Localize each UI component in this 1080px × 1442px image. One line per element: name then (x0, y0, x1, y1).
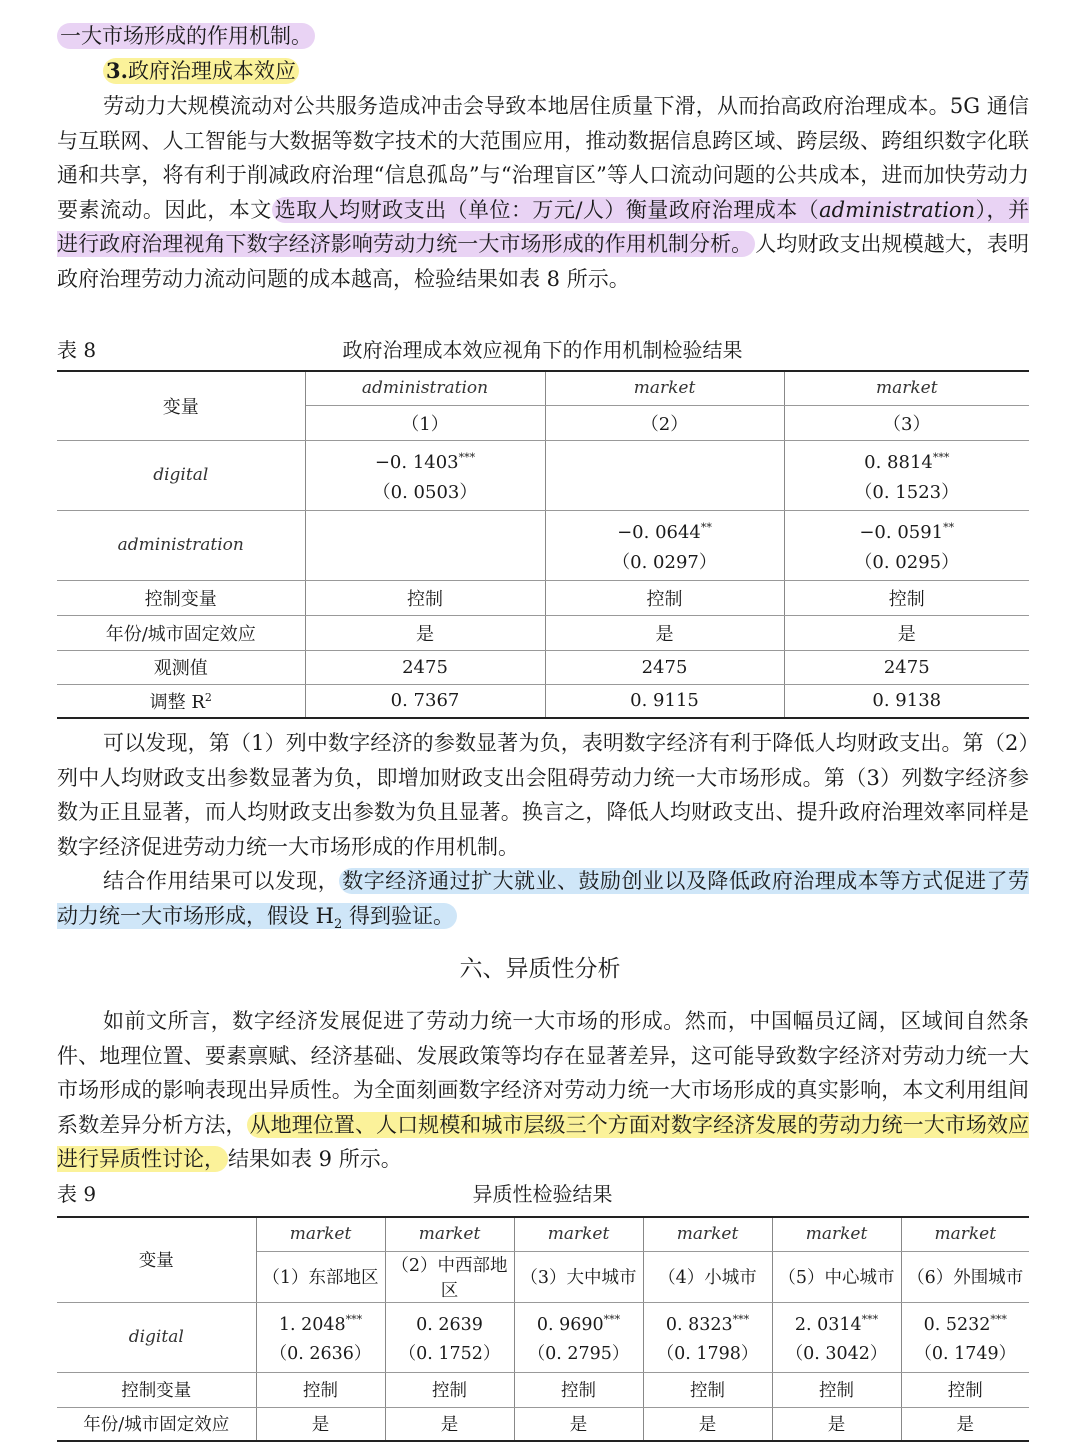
col-header: market (643, 1217, 772, 1251)
table-row (57, 684, 1029, 718)
table-cell: 是 (305, 615, 545, 650)
row-label: 年份/城市固定效应 (57, 615, 305, 650)
table-cell: 0. 9138 (784, 684, 1029, 718)
highlight-text: 数字经济通过扩大就业、鼓励创业以及降低政府治理成本等方式促进了劳动力统一大市场形成，假设 H (57, 869, 1030, 928)
paragraph-1 (57, 89, 1029, 296)
table-cell: 是 (643, 1407, 772, 1441)
col-header: market (901, 1217, 1029, 1251)
table-row (57, 1372, 1029, 1407)
highlight-text: 得到验证。 (342, 903, 454, 928)
coef-cell (305, 440, 545, 510)
table-cell: 是 (545, 615, 784, 650)
significance: *** (458, 450, 476, 464)
table-row (57, 650, 1029, 684)
highlight-text: 选取人均财政支出（单位：万元/人）衡量政府治理成本（ (274, 197, 820, 222)
std-error: （0. 1752） (398, 1344, 501, 1365)
table-cell: 是 (784, 615, 1029, 650)
table-cell: 控制 (385, 1372, 514, 1407)
highlight-yellow: 从地理位置、人口规模和城市层级三个方面对数字经济发展的劳动力统一大市场效应进行异质性讨论， (57, 1112, 1030, 1171)
paragraph-1-text-end: 人均财政支出规模越大，表明政府治理劳动力流动问题的成本越高，检验结果如表 8 所示。 (57, 232, 1030, 291)
var-header: 变量 (57, 371, 305, 440)
section-6-heading: 六、异质性分析 (459, 956, 621, 982)
coef-value: −0. 0591 (859, 521, 944, 543)
highlight-text: ），并进行政府治理视角下数字经济影响劳动力统一大市场形成的作用机制分析。 (57, 197, 1030, 256)
table-cell: 控制 (784, 580, 1029, 615)
coef-value: 2. 0314 (794, 1314, 862, 1335)
table-cell: 是 (772, 1407, 901, 1441)
significance: ** (943, 520, 955, 534)
table-cell: 控制 (901, 1372, 1029, 1407)
table-cell: 控制 (643, 1372, 772, 1407)
paragraph-4-text: 如前文所言，数字经济发展促进了劳动力统一大市场的形成。然而，中国幅员辽阔，区域间自然条件、地理位置、要素禀赋、经济基础、发展政策等均存在显著差异，这可能导致数字经济对劳动力统一大市场形成的影响表现出异质性。为全面刻画数字经济对劳动力统一大市场形成的真实影响，本文利用组间系数差异分析方法， (57, 1009, 1029, 1137)
coef-value: 0. 5232 (923, 1314, 991, 1335)
col-label: （3）大中城市 (514, 1251, 643, 1302)
std-error: （0. 0297） (612, 551, 717, 573)
table-row (57, 440, 1029, 510)
table-cell: 是 (901, 1407, 1029, 1441)
line-top (57, 19, 1029, 54)
highlight-purple: 一大市场形成的作用机制。 (57, 23, 315, 49)
col-header: market (385, 1217, 514, 1251)
section-number: 3. (106, 58, 128, 83)
table-cell: 0. 9115 (545, 684, 784, 718)
col-label: （4）小城市 (643, 1251, 772, 1302)
highlight-yellow (103, 58, 299, 84)
section-title: 政府治理成本效应 (127, 59, 296, 83)
col-header: market (514, 1217, 643, 1251)
significance: *** (732, 1312, 750, 1326)
std-error: （0. 1523） (854, 481, 960, 503)
row-label (57, 684, 305, 718)
std-error: （0. 0503） (372, 481, 478, 503)
paragraph-2: 可以发现，第（1）列中数字经济的参数显著为负，表明数字经济有利于降低人均财政支出。第（2）列中人均财政支出参数显著为负，即增加财政支出会阻碍劳动力统一大市场形成。第（3）列数字经济参数为正且显著，而人均财政支出参数为负且显著。换言之，降低人均财政支出、提升政府治理效率同样是数字经济促进劳动力统一大市场形成的作用机制。 (57, 731, 1029, 859)
paragraph-3-text: 结合作用结果可以发现， (103, 869, 340, 893)
coef-value: 1. 2048 (278, 1314, 346, 1335)
std-error: （0. 1798） (656, 1344, 759, 1365)
std-error: （0. 0295） (854, 551, 960, 573)
std-error: （0. 1749） (914, 1344, 1017, 1365)
table-row (57, 1302, 1029, 1372)
significance: *** (345, 1312, 363, 1326)
row-label: 观测值 (57, 650, 305, 684)
coef-cell (784, 510, 1029, 580)
coef-value: −0. 0644 (617, 521, 701, 543)
coef-value: 0. 8323 (665, 1314, 733, 1335)
row-label: 控制变量 (57, 580, 305, 615)
row-label: 控制变量 (57, 1372, 256, 1407)
coef-value: 0. 2639 (416, 1314, 483, 1335)
col-header: market (545, 371, 784, 405)
table-cell: 控制 (772, 1372, 901, 1407)
col-header: administration (305, 371, 545, 405)
col-label: （6）外围城市 (901, 1251, 1029, 1302)
table-8-title: 政府治理成本效应视角下的作用机制检验结果 (342, 338, 743, 362)
row-label: administration (57, 510, 305, 580)
std-error: （0. 2636） (269, 1344, 372, 1365)
coef-value: 0. 9690 (536, 1314, 604, 1335)
coef-cell (545, 440, 784, 510)
coef-cell (305, 510, 545, 580)
significance: *** (932, 450, 950, 464)
coef-cell (385, 1302, 514, 1372)
table-row (57, 580, 1029, 615)
table-cell: 是 (514, 1407, 643, 1441)
coef-value: 0. 8814 (864, 451, 933, 473)
col-number: （3） (784, 405, 1029, 440)
row-label: digital (57, 440, 305, 510)
section-3-heading (57, 54, 1029, 89)
col-header: market (772, 1217, 901, 1251)
table-cell: 是 (385, 1407, 514, 1441)
std-error: （0. 3042） (785, 1344, 888, 1365)
table-8 (57, 370, 1029, 719)
table-row (57, 510, 1029, 580)
table-cell: 控制 (545, 580, 784, 615)
col-label: （5）中心城市 (772, 1251, 901, 1302)
r2-sup: 2 (204, 690, 212, 704)
coef-cell (256, 1302, 385, 1372)
table-row (57, 1407, 1029, 1441)
paragraph-4-text-end: 结果如表 9 所示。 (228, 1147, 402, 1171)
table-cell: 2475 (784, 650, 1029, 684)
col-label: （2）中西部地区 (385, 1251, 514, 1302)
col-header: market (784, 371, 1029, 405)
col-label: （1）东部地区 (256, 1251, 385, 1302)
table-row (57, 371, 1029, 405)
paragraph-1-text: 劳动力大规模流动对公共服务造成冲击会导致本地居住质量下滑，从而抬高政府治理成本。5G 通信与互联网、人工智能与大数据等数字技术的大范围应用，推动数据信息跨区域、跨层级、跨组织数字化联通和共享，将有利于削减政府治理“信息孤岛”与“治理盲区”等人口流动问题的公共成本，进而加快劳动力要素流动。因此，本文 (57, 94, 1029, 222)
coef-cell (772, 1302, 901, 1372)
coef-cell (784, 440, 1029, 510)
row-label: 年份/城市固定效应 (57, 1407, 256, 1441)
variable-name: administration (819, 197, 976, 222)
significance: *** (861, 1312, 879, 1326)
table-row (57, 1217, 1029, 1251)
table-row (57, 615, 1029, 650)
col-header: market (256, 1217, 385, 1251)
table-8-label: 表 8 (57, 338, 97, 362)
table-9 (57, 1216, 1029, 1442)
r2-label: 调整 R (149, 691, 205, 713)
table-cell: 控制 (256, 1372, 385, 1407)
var-header: 变量 (57, 1217, 256, 1302)
table-cell: 0. 7367 (305, 684, 545, 718)
table-cell: 是 (256, 1407, 385, 1441)
significance: *** (990, 1312, 1007, 1326)
coef-cell (901, 1302, 1029, 1372)
table-9-label: 表 9 (57, 1182, 97, 1206)
col-number: （1） (305, 405, 545, 440)
coef-cell (643, 1302, 772, 1372)
table-cell: 2475 (305, 650, 545, 684)
table-cell: 控制 (305, 580, 545, 615)
table-cell: 2475 (545, 650, 784, 684)
significance: *** (603, 1312, 621, 1326)
coef-value: −0. 1403 (374, 451, 459, 473)
subscript: 2 (334, 916, 343, 932)
coef-cell (514, 1302, 643, 1372)
std-error: （0. 2795） (527, 1344, 630, 1365)
table-cell: 控制 (514, 1372, 643, 1407)
paragraph-3 (57, 864, 1029, 942)
paragraph-4 (57, 1004, 1029, 1177)
significance: ** (700, 520, 712, 534)
row-label: digital (57, 1302, 256, 1372)
coef-cell (545, 510, 784, 580)
table-9-title: 异质性检验结果 (472, 1182, 613, 1206)
col-number: （2） (545, 405, 784, 440)
